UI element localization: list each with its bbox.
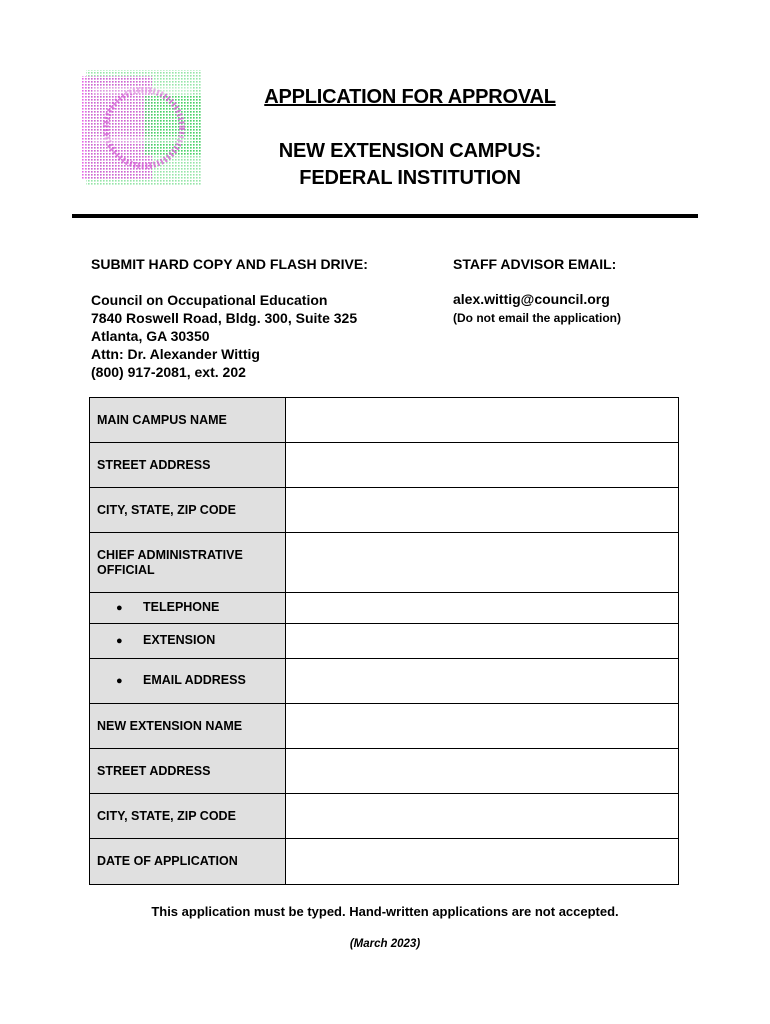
address-line: (800) 917-2081, ext. 202	[91, 364, 246, 380]
bullet-icon: ●	[116, 635, 123, 647]
table-row	[90, 443, 679, 488]
email-note: (Do not email the application)	[453, 311, 622, 325]
table-row	[90, 839, 679, 885]
form-label-bulleted	[90, 593, 286, 624]
table-row	[90, 533, 679, 593]
application-form-table	[89, 397, 679, 885]
form-label-bulleted	[90, 624, 286, 659]
document-subtitle-line2: FEDERAL INSTITUTION	[299, 167, 521, 189]
address-line: 7840 Roswell Road, Bldg. 300, Suite 325	[91, 310, 358, 326]
main-campus-name-field[interactable]	[286, 398, 679, 443]
table-row	[90, 749, 679, 794]
council-seal-logo-icon	[82, 66, 206, 190]
form-label: MAIN CAMPUS NAME	[90, 398, 286, 443]
new-extension-name-field[interactable]	[286, 704, 679, 749]
submit-label: SUBMIT HARD COPY AND FLASH DRIVE:	[91, 256, 368, 272]
bullet-icon: ●	[116, 602, 123, 614]
table-row	[90, 704, 679, 749]
form-label: EMAIL ADDRESS	[143, 673, 246, 687]
document-title: APPLICATION FOR APPROVAL	[264, 86, 556, 108]
mailing-address	[91, 291, 357, 381]
form-label: TELEPHONE	[143, 600, 220, 614]
table-row	[90, 593, 679, 624]
revision-date: (March 2023)	[349, 938, 421, 950]
main-city-state-zip-field[interactable]	[286, 488, 679, 533]
email-address-field[interactable]	[286, 659, 679, 704]
address-line: Atlanta, GA 30350	[91, 328, 210, 344]
header-divider	[72, 214, 698, 218]
extension-field[interactable]	[286, 624, 679, 659]
form-label: DATE OF APPLICATION	[90, 839, 286, 885]
address-line: Council on Occupational Education	[91, 292, 328, 308]
form-label: STREET ADDRESS	[90, 443, 286, 488]
main-street-address-field[interactable]	[286, 443, 679, 488]
form-label: CITY, STATE, ZIP CODE	[90, 488, 286, 533]
table-row	[90, 398, 679, 443]
form-label-bulleted	[90, 659, 286, 704]
extension-street-address-field[interactable]	[286, 749, 679, 794]
extension-city-state-zip-field[interactable]	[286, 794, 679, 839]
bullet-icon: ●	[116, 675, 123, 687]
date-of-application-field[interactable]	[286, 839, 679, 885]
form-label: CITY, STATE, ZIP CODE	[90, 794, 286, 839]
table-row	[90, 488, 679, 533]
table-row	[90, 624, 679, 659]
form-label: NEW EXTENSION NAME	[90, 704, 286, 749]
staff-advisor-label: STAFF ADVISOR EMAIL:	[453, 256, 617, 272]
document-subtitle-line1: NEW EXTENSION CAMPUS:	[278, 140, 542, 162]
form-label: EXTENSION	[143, 633, 216, 647]
table-row	[90, 794, 679, 839]
form-label: STREET ADDRESS	[90, 749, 286, 794]
address-line: Attn: Dr. Alexander Wittig	[91, 346, 260, 362]
staff-advisor-email: alex.wittig@council.org	[453, 291, 610, 307]
form-label: CHIEF ADMINISTRATIVE OFFICIAL	[90, 533, 286, 593]
telephone-field[interactable]	[286, 593, 679, 624]
chief-official-field[interactable]	[286, 533, 679, 593]
typed-notice: This application must be typed. Hand-written applications are not accepted.	[151, 904, 619, 919]
table-row	[90, 659, 679, 704]
